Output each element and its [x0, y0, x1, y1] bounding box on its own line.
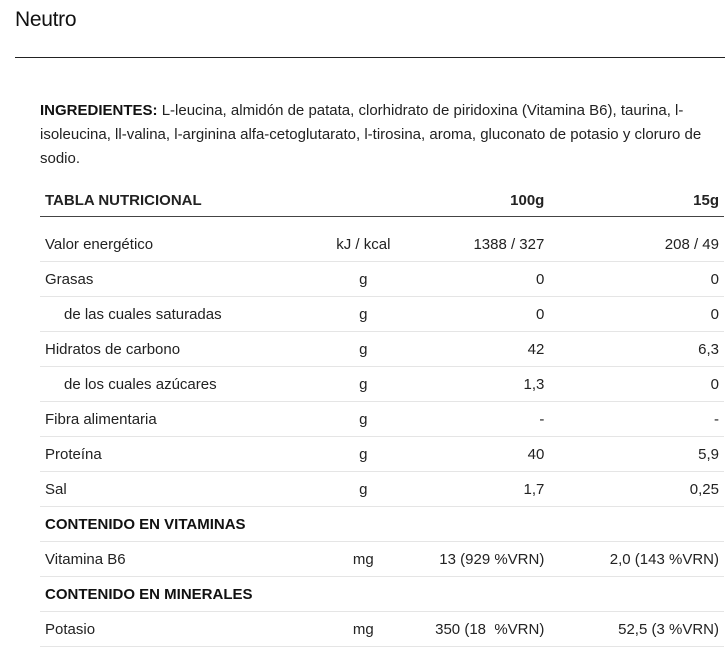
row-name: de las cuales saturadas — [40, 297, 311, 332]
row-unit: g — [311, 262, 415, 297]
row-per15: 0 — [549, 262, 724, 297]
row-name: Potasio — [40, 612, 311, 647]
row-unit: g — [311, 402, 415, 437]
row-per100: 42 — [416, 332, 550, 367]
row-per15: - — [549, 402, 724, 437]
table-row — [40, 367, 724, 402]
row-per15: 208 / 49 — [549, 227, 724, 262]
row-name: Vitamina B6 — [40, 542, 311, 577]
row-unit: g — [311, 472, 415, 507]
ingredients-paragraph — [40, 99, 720, 171]
row-per100: 0 — [416, 262, 550, 297]
row-per15: 0 — [549, 367, 724, 402]
header-unit — [311, 184, 415, 217]
row-name: Proteína — [40, 437, 311, 472]
row-per15: 52,5 (3 %VRN) — [549, 612, 724, 647]
ingredients-label: INGREDIENTES: — [40, 102, 158, 119]
row-unit: g — [311, 437, 415, 472]
row-per100: 350 (18 %VRN) — [416, 612, 550, 647]
section-heading-row — [40, 507, 724, 542]
section-heading-row — [40, 577, 724, 612]
row-per100: 0 — [416, 297, 550, 332]
row-per100: 40 — [416, 437, 550, 472]
row-unit: mg — [311, 542, 415, 577]
table-row — [40, 297, 724, 332]
table-row — [40, 542, 724, 577]
table-spacer — [40, 217, 724, 228]
ingredients-text: L-leucina, almidón de patata, clorhidrato de piridoxina (Vitamina B6), taurina, l-isoleucina, ll-valina, l-arginina alfa-cetoglutarato, l-tirosina, aroma, gluconato de potasio y cloruro de sodio. — [40, 102, 702, 167]
row-per100: 1,3 — [416, 367, 550, 402]
header-nutrition: TABLA NUTRICIONAL — [40, 184, 311, 217]
row-per100: 1,7 — [416, 472, 550, 507]
row-per15: 6,3 — [549, 332, 724, 367]
table-row — [40, 612, 724, 647]
row-name: Fibra alimentaria — [40, 402, 311, 437]
nutrition-table — [40, 184, 724, 647]
row-per15: 5,9 — [549, 437, 724, 472]
row-per15: 0,25 — [549, 472, 724, 507]
row-per100: 13 (929 %VRN) — [416, 542, 550, 577]
row-name: de los cuales azúcares — [40, 367, 311, 402]
row-per100: 1388 / 327 — [416, 227, 550, 262]
table-row — [40, 332, 724, 367]
table-header-row — [40, 184, 724, 217]
title-divider — [15, 57, 725, 58]
page-title: Neutro — [15, 8, 77, 31]
table-row — [40, 472, 724, 507]
row-unit: g — [311, 367, 415, 402]
row-unit: g — [311, 297, 415, 332]
table-row — [40, 227, 724, 262]
row-per15: 0 — [549, 297, 724, 332]
table-row — [40, 437, 724, 472]
row-name: Valor energético — [40, 227, 311, 262]
row-per15: 2,0 (143 %VRN) — [549, 542, 724, 577]
row-name: Grasas — [40, 262, 311, 297]
minerals-heading: CONTENIDO EN MINERALES — [40, 577, 724, 612]
row-unit: kJ / kcal — [311, 227, 415, 262]
header-100g: 100g — [416, 184, 550, 217]
row-name: Sal — [40, 472, 311, 507]
row-name: Hidratos de carbono — [40, 332, 311, 367]
row-unit: g — [311, 332, 415, 367]
table-row — [40, 262, 724, 297]
header-15g: 15g — [549, 184, 724, 217]
vitamins-heading: CONTENIDO EN VITAMINAS — [40, 507, 724, 542]
table-row — [40, 402, 724, 437]
row-per100: - — [416, 402, 550, 437]
row-unit: mg — [311, 612, 415, 647]
